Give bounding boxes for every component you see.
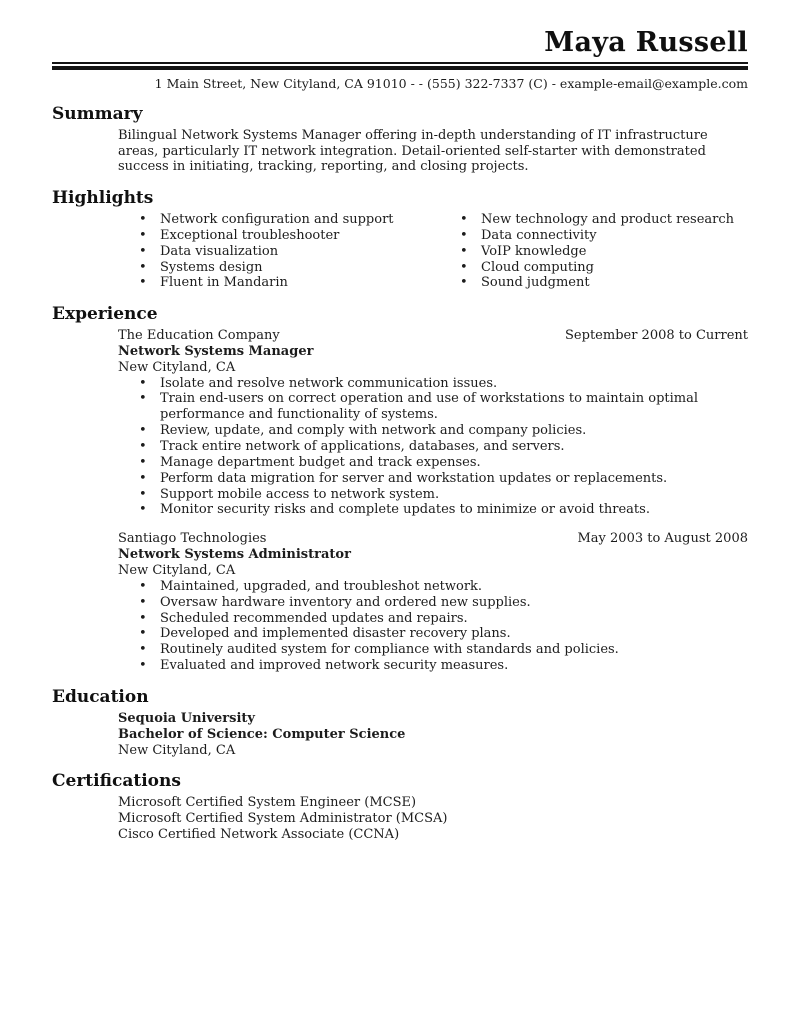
company-name: Santiago Technologies <box>118 531 267 547</box>
job-bullet-text: Monitor security risks and complete updates to minimize or avoid threats. <box>160 502 650 518</box>
job-location: New Cityland, CA <box>118 359 236 375</box>
section-highlights <box>52 188 748 291</box>
highlight-item <box>118 275 439 291</box>
job-bullet <box>118 455 748 471</box>
job-bullet-text: Routinely audited system for compliance with standards and policies. <box>160 642 619 658</box>
highlight-item-text: Cloud computing <box>481 259 594 275</box>
job-bullet-text: Oversaw hardware inventory and ordered new supplies. <box>160 594 531 610</box>
summary-text: Bilingual Network Systems Manager offering in-depth understanding of IT infrastructure areas, particularly IT network integration. Detail-oriented self-starter with demonstrated success in initiating, tracking, reporting, and closing projects. <box>118 127 708 175</box>
bullet-icon <box>118 228 160 244</box>
bullet-icon <box>118 595 160 611</box>
person-name: Maya Russell <box>544 27 748 58</box>
company-name: The Education Company <box>118 328 280 344</box>
job-bullet <box>118 611 748 627</box>
bullet-icon <box>118 391 160 407</box>
job-bullet-text: Scheduled recommended updates and repairs. <box>160 610 468 626</box>
summary-title: Summary <box>52 103 143 124</box>
job-bullet <box>118 595 748 611</box>
job-bullet-list <box>118 579 748 674</box>
section-certifications <box>52 771 748 842</box>
highlight-item <box>118 260 439 276</box>
job-bullet-text: Manage department budget and track expenses. <box>160 454 481 470</box>
job-bullet-text: Review, update, and comply with network and company policies. <box>160 423 587 439</box>
job-bullet <box>118 391 748 423</box>
highlight-item <box>439 212 748 228</box>
job-bullet <box>118 471 748 487</box>
certifications-title: Certifications <box>52 771 181 792</box>
divider-thick-line <box>52 66 748 70</box>
section-experience <box>52 304 748 674</box>
section-summary <box>52 104 748 175</box>
job-bullet-text: Track entire network of applications, databases, and servers. <box>160 439 565 455</box>
certification-item: Microsoft Certified System Administrator (MCSA) <box>118 810 448 826</box>
bullet-icon <box>118 626 160 642</box>
resume-header <box>52 28 748 91</box>
bullet-icon <box>118 579 160 595</box>
bullet-icon <box>118 642 160 658</box>
bullet-icon <box>118 487 160 503</box>
job-location: New Cityland, CA <box>118 563 236 579</box>
bullet-icon <box>118 260 160 276</box>
job-bullet <box>118 642 748 658</box>
highlight-item-text: Exceptional troubleshooter <box>160 227 340 243</box>
school-location: New Cityland, CA <box>118 742 236 758</box>
highlights-columns <box>118 212 748 291</box>
job-bullet-text: Developed and implemented disaster recovery plans. <box>160 626 511 642</box>
highlights-left-column <box>118 212 439 291</box>
highlight-item-text: Data connectivity <box>481 227 597 243</box>
bullet-icon <box>118 611 160 627</box>
highlight-item-text: Data visualization <box>160 243 279 259</box>
highlight-item-text: Network configuration and support <box>160 211 394 227</box>
education-title: Education <box>52 687 149 708</box>
job-bullet <box>118 658 748 674</box>
highlights-right-column <box>439 212 748 291</box>
bullet-icon <box>118 502 160 518</box>
job-header-row <box>118 328 748 344</box>
bullet-icon <box>439 212 481 228</box>
experience-title: Experience <box>52 304 158 325</box>
job-bullet-text: Isolate and resolve network communication issues. <box>160 375 498 391</box>
job-dates: May 2003 to August 2008 <box>577 531 748 547</box>
highlight-item-text: VoIP knowledge <box>481 243 587 259</box>
job-entry-2 <box>52 531 748 674</box>
job-bullet <box>118 439 748 455</box>
bullet-icon <box>439 260 481 276</box>
bullet-icon <box>118 244 160 260</box>
bullet-icon <box>118 658 160 674</box>
highlight-item-text: Fluent in Mandarin <box>160 275 288 291</box>
job-bullet-text: Support mobile access to network system. <box>160 486 440 502</box>
job-bullet-text: Evaluated and improved network security measures. <box>160 658 509 674</box>
contact-line: 1 Main Street, New Cityland, CA 91010 - - (555) 322-7337 (C) - example-email@example.com <box>154 75 748 91</box>
bullet-icon <box>439 244 481 260</box>
school-name: Sequoia University <box>118 710 255 726</box>
highlight-item <box>439 244 748 260</box>
job-bullet <box>118 579 748 595</box>
job-bullet <box>118 423 748 439</box>
header-divider <box>52 62 748 70</box>
job-entry-1 <box>52 328 748 518</box>
bullet-icon <box>118 275 160 291</box>
job-bullet <box>118 487 748 503</box>
divider-thin-line <box>52 62 748 64</box>
job-bullet-text: Perform data migration for server and workstation updates or replacements. <box>160 470 668 486</box>
bullet-icon <box>118 212 160 228</box>
bullet-icon <box>118 423 160 439</box>
job-bullet-text: Train end-users on correct operation and use of workstations to maintain optimal performance and functionality of systems. <box>160 391 699 423</box>
section-education <box>52 687 748 758</box>
highlight-item <box>118 212 439 228</box>
highlight-item-text: Systems design <box>160 259 263 275</box>
highlight-item <box>118 244 439 260</box>
highlights-title: Highlights <box>52 188 154 209</box>
certification-list <box>118 795 748 843</box>
highlight-item <box>439 275 748 291</box>
bullet-icon <box>439 275 481 291</box>
job-bullet <box>118 502 748 518</box>
job-bullet-text: Maintained, upgraded, and troubleshot network. <box>160 578 483 594</box>
bullet-icon <box>439 228 481 244</box>
highlight-item <box>118 228 439 244</box>
certification-item: Cisco Certified Network Associate (CCNA) <box>118 826 400 842</box>
highlight-item <box>439 260 748 276</box>
job-header-row <box>118 531 748 547</box>
highlight-item-text: New technology and product research <box>481 211 735 227</box>
bullet-icon <box>118 471 160 487</box>
bullet-icon <box>118 376 160 392</box>
job-bullet-list <box>118 376 748 519</box>
bullet-icon <box>118 455 160 471</box>
job-bullet <box>118 626 748 642</box>
bullet-icon <box>118 439 160 455</box>
highlight-item-text: Sound judgment <box>481 275 590 291</box>
job-dates: September 2008 to Current <box>565 328 748 344</box>
highlight-item <box>439 228 748 244</box>
degree: Bachelor of Science: Computer Science <box>118 726 406 742</box>
job-bullet <box>118 376 748 392</box>
job-role: Network Systems Administrator <box>118 547 351 563</box>
certification-item: Microsoft Certified System Engineer (MCSE) <box>118 795 417 811</box>
job-role: Network Systems Manager <box>118 343 314 359</box>
